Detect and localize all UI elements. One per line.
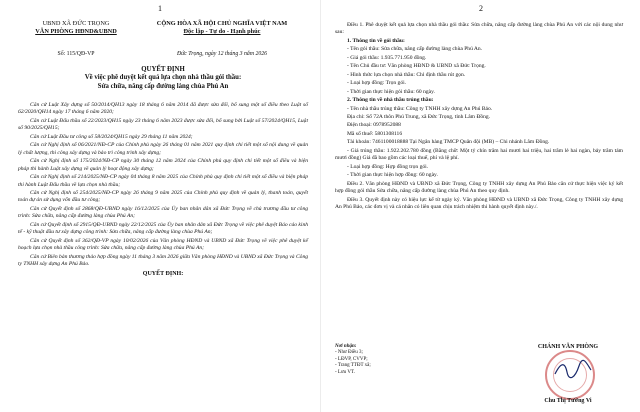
issuing-agency — [18, 20, 134, 36]
package-item: - Giá gói thầu: 1.935.771.950 đồng. — [347, 54, 427, 61]
decision-articles — [335, 22, 623, 212]
section-contractor-info: 2. Thông tin về nhà thầu trúng thầu: — [347, 97, 434, 104]
motto: Độc lập - Tự do - Hạnh phúc — [183, 28, 261, 36]
recital: Căn cứ Quyết định số 362/QĐ-VP ngày 10/02/2026 của Văn phòng HĐND và UBND xã Đức Trọng về việc phê duyệt kế hoạch lựa chọn nhà thầu công trình: Sửa chữa, nâng cấp đường làng chùa Phú An; — [18, 237, 308, 252]
title-subject: Về việc phê duyệt kết quả lựa chọn nhà thầu gói thầu: — [84, 74, 242, 82]
recitals — [18, 102, 308, 279]
signature-block — [335, 338, 623, 406]
package-item: - Hình thức lựa chọn nhà thầu: Chỉ định thầu rút gọn. — [347, 71, 466, 78]
recital: Căn cứ Luật Đấu thầu số 22/2023/QH15 ngày 23 tháng 6 năm 2023 được sửa đổi, bổ sung bởi Luật số 57/2024/QH15, Luật số 90/2025/QH15; — [18, 117, 308, 132]
contractor-item: - Giá trúng thầu: 1.922.202.780 đồng (Bằng chữ: Một tỷ chín trăm hai mươi hai triệu, hai trăm lẻ hai ngàn, bảy trăm tám mươi đồng) Giá đã bao gồm các loại thuế, phí và lệ phí. — [335, 147, 623, 162]
package-item: - Loại hợp đồng: Trọn gói. — [347, 80, 407, 87]
decision-title — [18, 66, 308, 91]
recipients-title: Nơi nhận: — [335, 344, 357, 349]
agency-name: VĂN PHÒNG HĐND&UBND — [35, 28, 117, 36]
article-3: Điều 3. Quyết định này có hiệu lực kể từ ngày ký. Văn phòng HĐND và UBND xã Đức Trọng, Công ty TNHH xây dựng An Phú Bảo, các đơn vị và cá nhân có liên quan chịu trách nhiệm thi hành quyết định này./. — [335, 196, 623, 210]
recital: Căn cứ Quyết định số 2915/QĐ-UBND ngày 22/12/2025 của Ủy ban nhân dân xã Đức Trọng về việc phê duyệt Báo cáo kinh tế - kỹ thuật đầu tư xây dựng công trình: Sửa chữa, nâng cấp đường làng chùa Phú An; — [18, 221, 308, 236]
page-number: 2 — [479, 4, 483, 13]
package-item: - Tên gói thầu: Sửa chữa, nâng cấp đường làng chùa Phú An. — [347, 46, 483, 53]
recital: Căn cứ Biên bản thương thảo hợp đồng ngày 11 tháng 3 năm 2026 giữa Văn phòng HĐND và UBND xã Đức Trọng và Công ty TNHH xây dựng An Phú Bảo. — [18, 253, 308, 268]
country-name: CỘNG HÒA XÃ HỘI CHỦ NGHĨA VIỆT NAM — [156, 20, 288, 27]
contractor-item: Điện thoại: 0978952088 — [347, 122, 401, 129]
page-number: 1 — [158, 4, 162, 13]
document-number: Số: 115/QĐ-VP — [57, 51, 95, 57]
title-project: Sửa chữa, nâng cấp đường làng chùa Phú An — [97, 82, 229, 90]
contractor-item: - Tên nhà thầu trúng thầu: Công ty TNHH xây dựng An Phú Bảo. — [347, 105, 493, 112]
issue-date: Đức Trọng, ngày 12 tháng 3 năm 2026 — [176, 51, 268, 57]
article-1: Điều 1. Phê duyệt kết quả lựa chọn nhà thầu gói thầu: Sửa chữa, nâng cấp đường làng chùa Phú An với các nội dung như sau: — [335, 22, 623, 36]
recital: Căn cứ Luật Đầu tư công số 58/2024/QH15 ngày 29 tháng 11 năm 2024; — [30, 133, 193, 140]
recital: Căn cứ Nghị định số 254/2025/NĐ-CP ngày 26 tháng 9 năm 2025 của Chính phủ quy định về quản lý, thanh toán, quyết toán dự án sử dụng vốn đầu tư công; — [18, 189, 308, 204]
package-item: - Tên Chủ đầu tư: Văn phòng HĐND & UBND xã Đức Trọng. — [347, 63, 486, 70]
signer: CHÁNH VĂN PHÒNG Chu Thị Tường Vi — [513, 344, 623, 350]
recital: Căn cứ Nghị định số 214/2025/NĐ-CP ngày 04 tháng 8 năm 2025 của Chính phủ quy định chi tiết một số điều và biện pháp thi hành Luật Đấu thầu về lựa chọn nhà thầu; — [18, 174, 308, 188]
decide-heading: QUYẾT ĐỊNH: — [142, 270, 184, 277]
contractor-item: Mã số thuế: 5801308116 — [347, 130, 403, 137]
contractor-item: - Loại hợp đồng: Hợp đồng trọn gói. — [347, 163, 429, 170]
page-2 — [320, 0, 640, 412]
document-header — [18, 20, 308, 60]
section-package-info: 1. Thông tin về gói thầu: — [347, 37, 405, 44]
contractor-item: Tài khoản: 7461100018888 Tại Ngân hàng TMCP Quân đội (MB) – Chi nhánh Lâm Đồng. — [347, 139, 550, 146]
recipients-list — [335, 344, 371, 376]
signer-title: CHÁNH VĂN PHÒNG — [537, 344, 599, 350]
handwritten-signature — [553, 358, 593, 380]
recipient: - Trang TTĐT xã; — [335, 363, 371, 369]
recipient: - Lưu VT. — [335, 369, 355, 375]
recital: Căn cứ Quyết định số 2868/QĐ-UBND ngày 16/12/2025 của Ủy ban nhân dân xã Đức Trọng về chủ trương đầu tư công trình: Sửa chữa, nâng cấp đường làng chùa Phú An; — [18, 205, 308, 220]
recital: Căn cứ Nghị định số 06/2021/NĐ-CP của Chính phủ ngày 26 tháng 01 năm 2021 quy định chi tiết một số nội dung về quản lý chất lượng, thi công xây dựng và bảo trì công trình xây dựng; — [18, 142, 308, 156]
article-2: Điều 2. Văn phòng HĐND và UBND xã Đức Trọng, Công ty TNHH xây dựng An Phú Bảo căn cứ thực hiện việc ký kết hợp đồng gói thầu Sửa chữa, nâng cấp đường làng chùa Phú An theo quy định. — [335, 180, 623, 195]
contractor-item: Địa chỉ: Số 72A thôn Phú Trung, xã Đức Trọng, tỉnh Lâm Đồng. — [347, 113, 491, 120]
recipient: - Như Điều 3; — [335, 350, 363, 356]
recipient: - LĐVP, CVVP; — [335, 356, 368, 362]
national-motto — [136, 20, 308, 36]
agency-parent: UBND XÃ ĐỨC TRỌNG — [42, 20, 110, 27]
contractor-item: - Thời gian thực hiện hợp đồng: 60 ngày. — [347, 172, 438, 179]
recital: Căn cứ Nghị định số 175/2024/NĐ-CP ngày 30 tháng 12 năm 2024 của Chính phủ quy định chi tiết một số điều và biện pháp thi hành Luật xây dựng về quản lý hoạt động xây dựng; — [18, 158, 308, 172]
package-item: - Thời gian thực hiện gói thầu: 60 ngày. — [347, 88, 435, 95]
title-heading: QUYẾT ĐỊNH — [141, 66, 185, 73]
recital: Căn cứ Luật Xây dựng số 50/2014/QH13 ngày 18 tháng 6 năm 2014 đã được sửa đổi, bổ sung một số điều theo Luật số 62/2020/QH14 ngày 17 tháng 6 năm 2020; — [18, 102, 308, 116]
